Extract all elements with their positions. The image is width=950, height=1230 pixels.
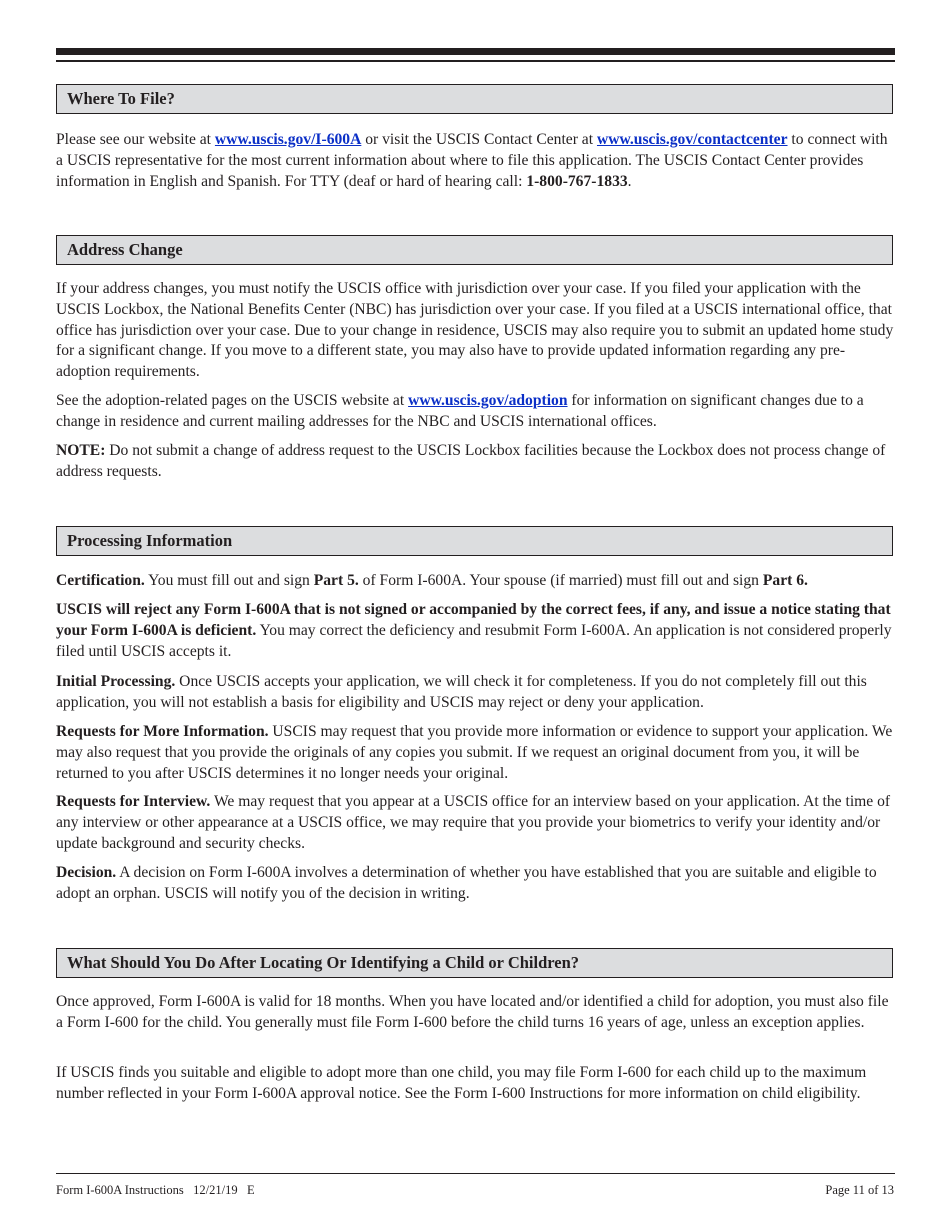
section-header-processing-information: Processing Information xyxy=(56,526,893,556)
section-header-after-locating-child: What Should You Do After Locating Or Identifying a Child or Children? xyxy=(56,948,893,978)
address-change-paragraph: If your address changes, you must notify the USCIS office with jurisdiction over your case. If you filed your application with the USCIS Lockbox, the National Benefits Center (NBC) has jurisdiction over your case. If you filed at a USCIS international office, that office has jurisdiction over your case. Due to your change in residence, USCIS may also require you to submit an updated home study for a significant change. If you move to a different state, you may also have to provide updated information regarding any pre-adoption requirements. xyxy=(56,280,894,381)
footer-form-id: Form I-600A Instructions 12/21/19 E xyxy=(56,1183,255,1197)
footer-rule xyxy=(56,1173,895,1174)
initial-processing-paragraph: Initial Processing. Once USCIS accepts your application, we will check it for completeness. If you do not completely fill out this application, you will not establish a basis for eligibility and USCIS may reject or deny your application. xyxy=(56,673,867,711)
contact-center-link[interactable]: www.uscis.gov/contactcenter xyxy=(596,131,788,148)
top-thin-rule xyxy=(56,60,895,62)
address-change-note: NOTE: Do not submit a change of address request to the USCIS Lockbox facilities because the Lockbox does not process change of address requests. xyxy=(56,442,886,480)
top-thick-rule xyxy=(56,48,895,55)
approval-validity-paragraph: Once approved, Form I-600A is valid for 18 months. When you have located and/or identified a child for adoption, you must also file a Form I-600 for the child. You generally must file Form I-600 before the child turns 16 years of age, unless an exception applies. xyxy=(56,993,889,1031)
section-header-where-to-file: Where To File? xyxy=(56,84,893,114)
multiple-children-paragraph: If USCIS finds you suitable and eligible to adopt more than one child, you may file Form I-600 for each child up to the maximum number reflected in your Form I-600A approval notice. See the Form I-600 Instructions for more information on child eligibility. xyxy=(56,1064,867,1102)
decision-paragraph: Decision. A decision on Form I-600A involves a determination of whether you have established that you are suitable and eligible to adopt an orphan. USCIS will notify you of the decision in writing. xyxy=(56,864,877,902)
section-header-address-change: Address Change xyxy=(56,235,893,265)
interview-paragraph: Requests for Interview. We may request that you appear at a USCIS office for an interview based on your application. At the time of any interview or other appearance at a USCIS office, we may require that you provide your biometrics to verify your identity and/or update background and security checks. xyxy=(56,793,891,852)
footer-page-number: Page 11 of 13 xyxy=(825,1183,894,1197)
i600a-website-link[interactable]: www.uscis.gov/I-600A xyxy=(214,131,362,148)
rejection-paragraph: USCIS will reject any Form I-600A that is not signed or accompanied by the correct fees, if any, and issue a notice stating that your Form I-600A is deficient. You may correct the deficiency and resubmit Form I-600A. An application is not considered properly filed until USCIS accepts it. xyxy=(56,601,892,660)
more-information-paragraph: Requests for More Information. USCIS may request that you provide more information or evidence to support your application. We may also request that you provide the originals of any copies you submit. If we request an original document from you, it will be returned to you after USCIS determines it no longer needs your original. xyxy=(56,723,893,782)
certification-paragraph: Certification. You must fill out and sign Part 5. of Form I-600A. Your spouse (if married) must fill out and sign Part 6. xyxy=(56,572,808,589)
tty-phone-number: 1-800-767-1833 xyxy=(526,172,628,190)
where-to-file-paragraph: Please see our website at www.uscis.gov/I-600A or visit the USCIS Contact Center at www.uscis.gov/contactcenter to connect with a USCIS representative for the most current information about where to file this application. The USCIS Contact Center provides information in English and Spanish. For TTY (deaf or hard of hearing call: 1-800-767-1833. xyxy=(56,131,888,190)
adoption-pages-paragraph: See the adoption-related pages on the USCIS website at www.uscis.gov/adoption for information on significant changes due to a change in residence and current mailing addresses for the NBC and USCIS international offices. xyxy=(56,392,864,430)
adoption-website-link[interactable]: www.uscis.gov/adoption xyxy=(408,392,568,409)
